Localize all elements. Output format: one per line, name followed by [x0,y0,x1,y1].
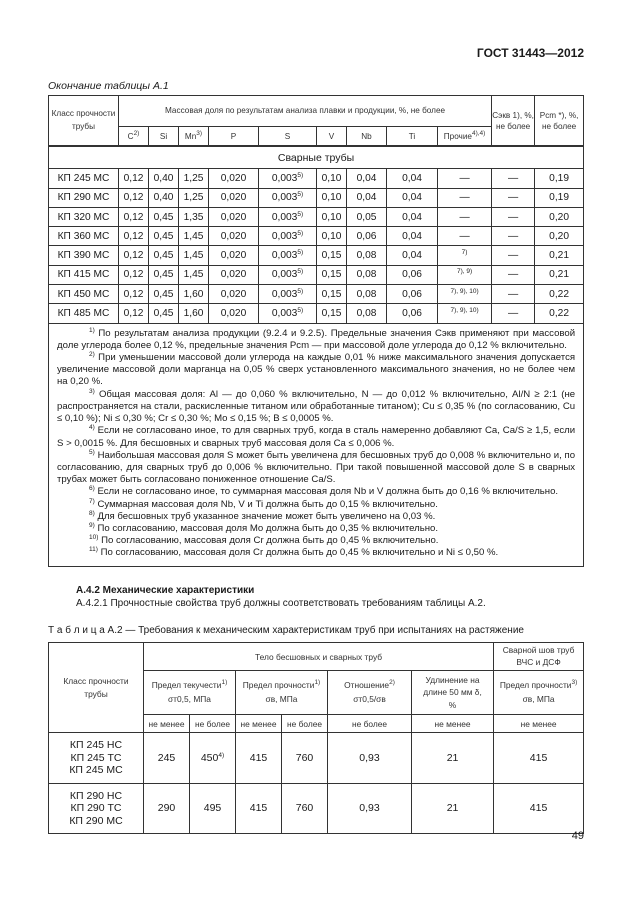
class-cell: КП 290 МС [49,188,119,207]
value-cell: 415 [494,733,584,784]
value-cell: 0,45 [149,246,179,265]
standard-number: ГОСТ 31443—2012 [476,46,584,60]
class-cell: КП 360 МС [49,227,119,246]
value-cell: 0,10 [317,188,347,207]
class-cell: КП 320 МС [49,207,119,226]
value-cell: 0,45 [149,207,179,226]
sulfur-cell: 0,003$^{5)}$ [259,169,317,188]
value-cell: 0,08 [347,265,387,284]
footnote: $^{9)}$ По согласованию, массовая доля Mo должна быть до 0,35 % включительно. [89,521,439,534]
t2-tensile-min: не менее [236,715,282,733]
class-cell: КП 450 МС [49,285,119,304]
value-cell: 0,12 [119,227,149,246]
value-cell: 0,12 [119,188,149,207]
t2-ratio-header: Отношение$^{2)}$ σт0,5/σв [328,671,412,715]
t2-yield-min: не менее [144,715,190,733]
pcm-cell: 0,19 [535,188,584,207]
pcm-cell: 0,22 [535,285,584,304]
t1-pcm-header: Pcm *), %, не более [535,96,584,147]
t2-weld-header: Сварной шов труб ВЧС и ДСФ [494,643,584,671]
table-row [49,207,584,226]
value-cell: 0,04 [347,188,387,207]
ceq-cell: — [492,188,535,207]
table1 [48,95,583,567]
t1-class-header: Класс прочности трубы [49,96,119,147]
other-cell: 7), 9), 10) [438,285,492,304]
table2-caption: Т а б л и ц а А.2 — Требования к механическим характеристикам труб при испытаниях на растяжение [48,625,524,636]
footnote: $^{11)}$ По согласованию, массовая доля Cr должна быть до 0,45 % включительно и Ni ≤ 0,50 %. [89,546,499,559]
footnote: $^{8)}$ Для бесшовных труб указанное значение может быть увеличено на 0,03 %. [89,509,436,522]
section-heading: А.4.2 Механические характеристики [76,585,255,596]
footnote: $^{1)}$ По результатам анализа продукции (9.2.4 и 9.2.5). Предельные значения Cэкв применяют при массовой доле углерода более 0,12 %, предельные значения Pcm — при массовой доле углерода до 0,12 % включительно. [57,326,576,351]
value-cell: 0,08 [347,304,387,323]
value-cell: 0,10 [317,227,347,246]
pcm-cell: 0,22 [535,304,584,323]
footnote: $^{5)}$ Наибольшая массовая доля S может быть увеличена для бесшовных труб до 0,008 % включительно и, по согласованию, для сварных труб до 0,006 % включительно. При такой повышенной массовой доле S в сварных трубах может быть согласовано пониженное отношение Ca/S. [57,448,576,486]
class-cell: КП 415 МС [49,265,119,284]
value-cell: 760 [282,733,328,784]
value-cell: 0,08 [347,246,387,265]
value-cell: 1,25 [179,169,209,188]
t1-col-header: $C^{2)}$ [119,127,149,147]
value-cell: 0,93 [328,733,412,784]
other-cell: — [438,169,492,188]
other-cell: — [438,207,492,226]
table-row [49,783,584,834]
footnote: $^{2)}$ При уменьшении массовой доли углерода на каждые 0,01 % ниже максимального значения допускается увеличение массовой доли марганца на 0,05 % сверх установленного максимального значения, но не более чем на 0,20 %. [57,351,576,388]
t2-weld-min: не менее [494,715,584,733]
ceq-cell: — [492,285,535,304]
footnote: $^{10)}$ По согласованию, массовая доля Cr должна быть до 0,45 % включительно. [89,534,439,547]
pcm-cell: 0,20 [535,207,584,226]
t2-tensile-max: не более [282,715,328,733]
value-cell: 0,06 [347,227,387,246]
value-cell: 0,15 [317,285,347,304]
value-cell: 1,25 [179,188,209,207]
value-cell: 0,04 [387,207,438,226]
value-cell: 0,40 [149,169,179,188]
value-cell: 0,15 [317,246,347,265]
sulfur-cell: 0,003$^{5)}$ [259,188,317,207]
t1-col-header: Nb [347,127,387,147]
table-row [49,227,584,246]
t2-body-header: Тело бесшовных и сварных труб [144,643,494,671]
class-cell: КП 390 МС [49,246,119,265]
footnote: $^{7)}$ Суммарная массовая доля Nb, V и Ti должна быть до 0,15 % включительно. [89,497,438,510]
value-cell: 0,12 [119,207,149,226]
yield-min-cell: 290 [144,783,190,834]
pcm-cell: 0,20 [535,227,584,246]
value-cell: 0,12 [119,304,149,323]
value-cell: 0,45 [149,265,179,284]
value-cell: 0,15 [317,265,347,284]
table-row [49,265,584,284]
value-cell: 0,12 [119,285,149,304]
t1-section-welded: Сварные трубы [49,146,584,169]
value-cell: 0,05 [347,207,387,226]
value-cell: 0,06 [387,265,438,284]
value-cell: 415 [494,783,584,834]
class-cell: КП 485 МС [49,304,119,323]
other-cell: 7), 9) [438,265,492,284]
value-cell: 0,04 [387,169,438,188]
class-cell: КП 290 НС КП 290 ТС КП 290 МС [49,783,144,834]
class-cell: КП 245 МС [49,169,119,188]
t2-elongation-min: не менее [412,715,494,733]
ceq-cell: — [492,227,535,246]
value-cell: 21 [412,783,494,834]
value-cell: 415 [236,733,282,784]
value-cell: 0,020 [209,265,259,284]
table-row [49,733,584,784]
value-cell: 0,45 [149,285,179,304]
table-row [49,188,584,207]
value-cell: 0,10 [317,207,347,226]
sulfur-cell: 0,003$^{5)}$ [259,285,317,304]
pcm-cell: 0,21 [535,246,584,265]
t1-col-header: Mn$^{3)}$ [179,127,209,147]
table-row [49,304,584,323]
value-cell: 0,06 [387,285,438,304]
value-cell: 0,020 [209,169,259,188]
value-cell: 0,93 [328,783,412,834]
class-cell: КП 245 НС КП 245 ТС КП 245 МС [49,733,144,784]
value-cell: 0,020 [209,207,259,226]
value-cell: 0,12 [119,246,149,265]
sulfur-cell: 0,003$^{5)}$ [259,265,317,284]
footnote: $^{3)}$ Общая массовая доля: Al — до 0,060 % включительно, N — до 0,012 % включительно, Al/N ≥ 2:1 (не распространяется на стали, раскисленные титаном или обработанные титаном); Cu ≤ 0,35 % (по согласованию, Cu ≤ 0,10 %); Ni ≤ 0,30 %; Cr ≤ 0,30 %; Mo ≤ 0,15 %; B ≤ 0,0005 %. [57,387,576,425]
sulfur-cell: 0,003$^{5)}$ [259,207,317,226]
value-cell: 0,06 [387,304,438,323]
value-cell: 1,60 [179,304,209,323]
value-cell: 1,60 [179,285,209,304]
t1-mass-fraction-header: Массовая доля по результатам анализа плавки и продукции, %, не более [119,96,492,127]
value-cell: 1,45 [179,227,209,246]
ceq-cell: — [492,265,535,284]
table2 [48,642,583,834]
ceq-cell: — [492,169,535,188]
value-cell: 1,45 [179,246,209,265]
table-row [49,169,584,188]
t1-col-header: Ti [387,127,438,147]
footnote: $^{6)}$ Если не согласовано иное, то суммарная массовая доля Nb и V должна быть до 0,16 % включительно. [89,485,559,498]
value-cell: 0,15 [317,304,347,323]
table-row [49,285,584,304]
sulfur-cell: 0,003$^{5)}$ [259,227,317,246]
value-cell: 0,04 [387,246,438,265]
value-cell: 0,40 [149,188,179,207]
footnote: $^{4)}$ Если не согласовано иное, то для сварных труб, когда в сталь намеренно добавляют Ca, Ca/S ≥ 1,5, если S > 0,0015 %. Для бесшовных и сварных труб массовая доля Ca ≤ 0,006 %. [57,424,576,449]
t1-col-header: Прочие$^{4),4)}$ [438,127,492,147]
sulfur-cell: 0,003$^{5)}$ [259,246,317,265]
pcm-cell: 0,19 [535,169,584,188]
yield-max-cell: 495 [190,783,236,834]
t2-yield-max: не более [190,715,236,733]
other-cell: — [438,188,492,207]
value-cell: 0,45 [149,227,179,246]
value-cell: 0,020 [209,227,259,246]
value-cell: 0,10 [317,169,347,188]
value-cell: 0,020 [209,285,259,304]
value-cell: 0,12 [119,265,149,284]
page-number: 49 [571,830,584,842]
t2-weld-tensile-header: Предел прочности$^{3)}$ σв, МПа [494,671,584,715]
section-paragraph: А.4.2.1 Прочностные свойства труб должны соответствовать требованиям таблицы А.2. [76,598,486,609]
ceq-cell: — [492,246,535,265]
other-cell: 7), 9), 10) [438,304,492,323]
other-cell: 7) [438,246,492,265]
value-cell: 760 [282,783,328,834]
t2-ratio-max: не более [328,715,412,733]
value-cell: 0,12 [119,169,149,188]
pcm-cell: 0,21 [535,265,584,284]
value-cell: 1,45 [179,265,209,284]
t1-col-header: Si [149,127,179,147]
ceq-cell: — [492,304,535,323]
t2-tensile-header: Предел прочности$^{1)}$ σв, МПа [236,671,328,715]
t2-yield-header: Предел текучести$^{1)}$ σт0,5, МПа [144,671,236,715]
t1-col-header: V [317,127,347,147]
table-row [49,246,584,265]
value-cell: 1,35 [179,207,209,226]
value-cell: 0,04 [387,227,438,246]
t1-footnotes [49,323,584,566]
value-cell: 0,45 [149,304,179,323]
other-cell: — [438,227,492,246]
t2-elongation-header: Удлинение на длине 50 мм δ, % [412,671,494,715]
value-cell: 0,08 [347,285,387,304]
table1-caption: Окончание таблицы А.1 [48,80,169,92]
value-cell: 0,020 [209,188,259,207]
t1-col-header: P [209,127,259,147]
yield-max-cell: 450$^{4)}$ [190,733,236,784]
value-cell: 21 [412,733,494,784]
value-cell: 0,04 [387,188,438,207]
sulfur-cell: 0,003$^{5)}$ [259,304,317,323]
value-cell: 0,020 [209,304,259,323]
ceq-cell: — [492,207,535,226]
yield-min-cell: 245 [144,733,190,784]
t2-class-header: Класс прочности трубы [49,643,144,733]
t1-ceq-header: Cэкв 1), %, не более [492,96,535,147]
value-cell: 415 [236,783,282,834]
value-cell: 0,020 [209,246,259,265]
value-cell: 0,04 [347,169,387,188]
t1-col-header: S [259,127,317,147]
